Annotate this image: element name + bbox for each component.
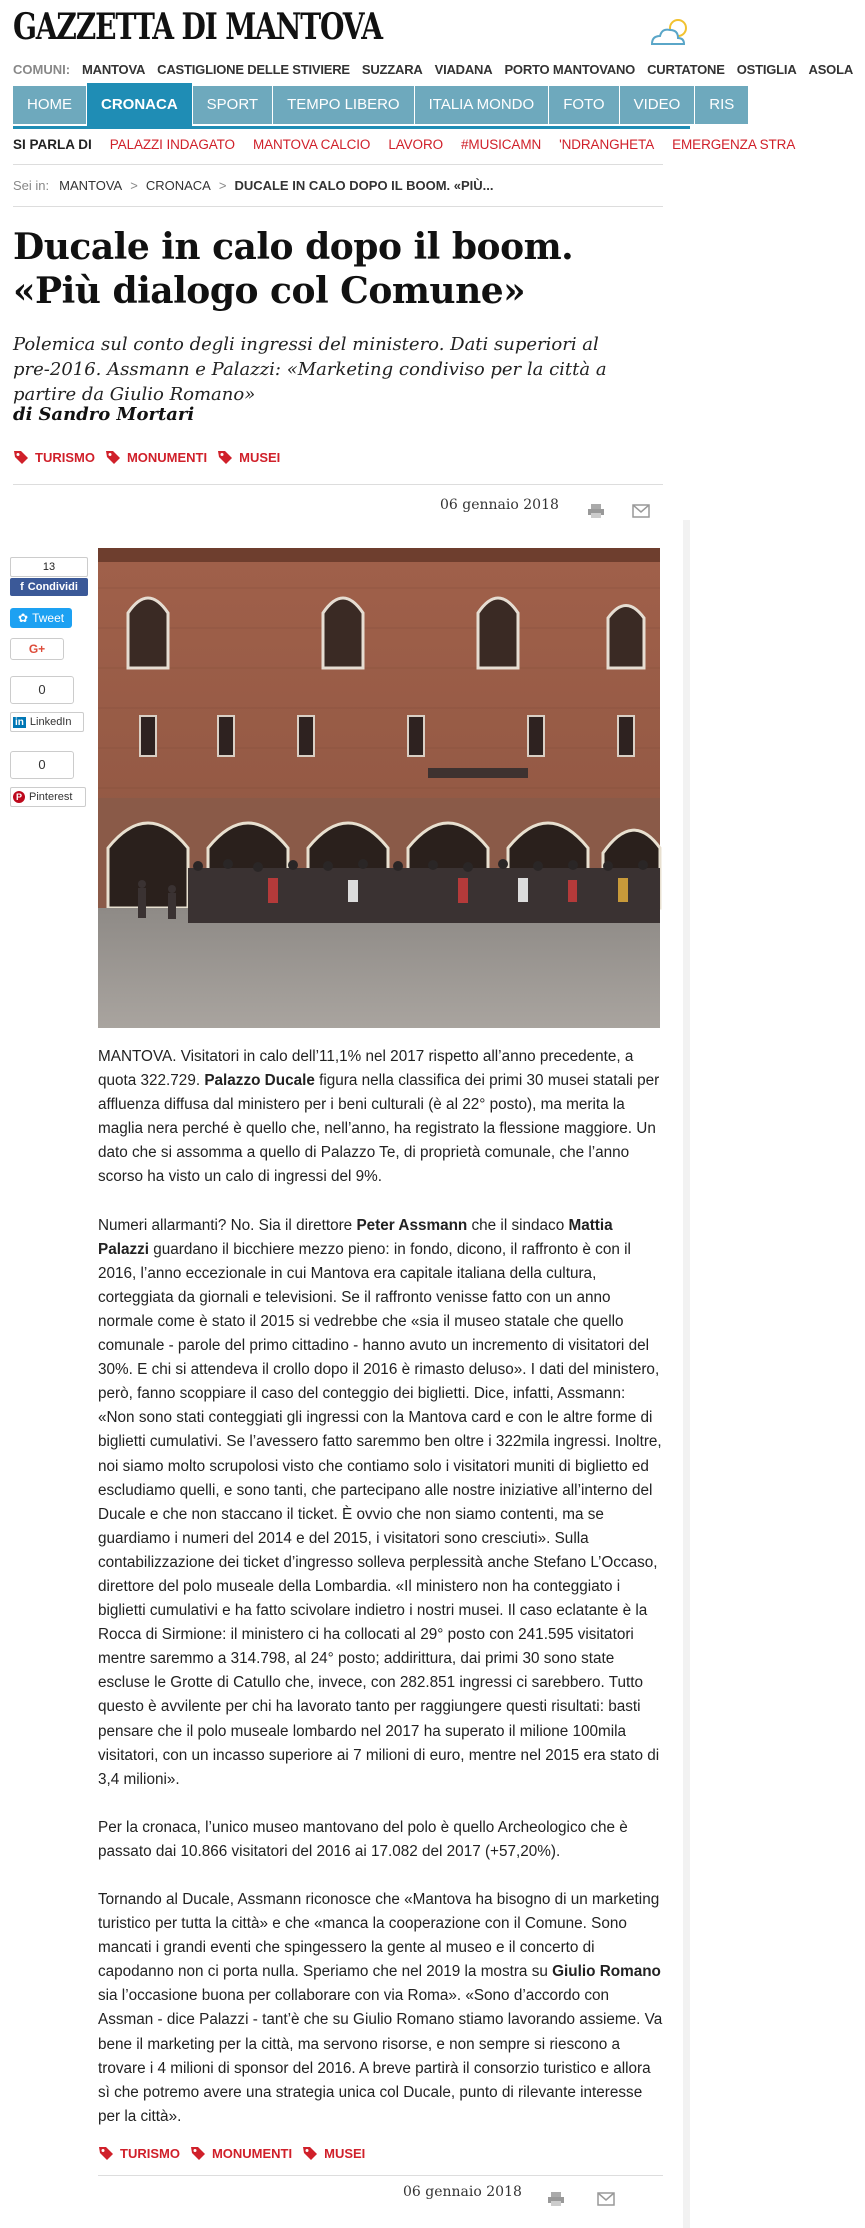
trending-tag[interactable]: PALAZZI INDAGATO <box>109 137 235 152</box>
google-plus-button[interactable]: G+ <box>10 638 64 660</box>
facebook-share-label: Condividi <box>27 581 78 593</box>
facebook-icon: f <box>20 581 24 593</box>
breadcrumb-item[interactable]: MANTOVA <box>59 178 123 193</box>
tab-risultati[interactable]: RIS <box>695 86 748 124</box>
tab-tempo-libero[interactable]: TEMPO LIBERO <box>273 86 414 124</box>
breadcrumb-item[interactable]: CRONACA <box>145 178 211 193</box>
article-photo[interactable] <box>98 548 660 1028</box>
twitter-share-button[interactable] <box>10 608 72 628</box>
tag-link[interactable] <box>13 449 95 465</box>
paragraph-text: Numeri allarmanti? No. Sia il direttore <box>98 1216 357 1234</box>
comune-link[interactable]: MANTOVA <box>82 62 146 77</box>
pinterest-share-label: Pinterest <box>29 791 73 803</box>
tab-sport[interactable]: SPORT <box>193 86 272 124</box>
tab-video[interactable]: VIDEO <box>620 86 695 124</box>
main-nav <box>13 86 735 126</box>
paragraph-text: che il sindaco <box>467 1216 569 1234</box>
breadcrumb-label: Sei in: <box>13 178 50 193</box>
author-name[interactable]: Sandro Mortari <box>38 404 195 425</box>
tag-label: TURISMO <box>120 2145 180 2161</box>
article-author <box>13 404 194 425</box>
author-prefix: di <box>13 404 33 425</box>
trending-tag[interactable]: #MUSICAMN <box>461 137 542 152</box>
breadcrumb-current: DUCALE IN CALO DOPO IL BOOM. «PIÙ... <box>234 178 494 193</box>
tab-home[interactable]: HOME <box>13 86 86 124</box>
pinterest-share-button[interactable] <box>10 787 86 807</box>
tab-foto[interactable]: FOTO <box>549 86 618 124</box>
pinterest-count: 0 <box>10 751 74 779</box>
article-date: 06 gennaio 2018 <box>440 497 559 513</box>
article-paragraph <box>98 1888 663 2129</box>
trending-tag[interactable]: LAVORO <box>388 137 444 152</box>
trending-tag[interactable]: EMERGENZA STRA <box>672 137 796 152</box>
article-title: Ducale in calo dopo il boom. «Più dialogo col Comune» <box>13 226 574 312</box>
article-paragraph <box>98 1816 663 1864</box>
article-paragraph <box>98 1045 663 1190</box>
bold-name: Peter Assmann <box>356 1216 468 1234</box>
article-date-bottom: 06 gennaio 2018 <box>403 2184 522 2200</box>
weather-partly-cloudy-icon[interactable] <box>648 10 690 50</box>
tag-icon <box>217 449 233 465</box>
linkedin-icon: in <box>15 716 24 728</box>
comune-link[interactable]: PORTO MANTOVANO <box>504 62 636 77</box>
linkedin-share-button[interactable] <box>10 712 84 732</box>
linkedin-share-label: LinkedIn <box>29 716 72 728</box>
article-tags-top <box>13 449 280 465</box>
paragraph-text: figura nella classifica dei primi 30 musei statali per affluenza diffusa dal ministero per i beni culturali (è al 22° posto), ma merita la maglia nera perché è quello che, nell’anno, ha registrato la flessione maggiore. Un dato che si assomma a quello di Palazzo Te, di proprietà comunale, che l’anno scorso ha visto un calo di ingressi del 9%. <box>98 1072 660 1186</box>
tag-label: MONUMENTI <box>126 449 208 465</box>
tag-link[interactable] <box>302 2145 365 2161</box>
tag-label: MUSEI <box>239 449 281 465</box>
paragraph-text: MANTOVA. Visitatori in calo dell’11,1% nel 2017 rispetto all’anno precedente, a quota 322.729. <box>98 1048 634 1090</box>
comuni-bar <box>13 62 865 77</box>
tag-icon <box>190 2145 206 2161</box>
comune-link[interactable]: VIADANA <box>434 62 493 77</box>
facebook-share[interactable] <box>10 557 88 596</box>
paragraph-text: sia l’occasione buona per collaborare con via Roma». «Sono d’accordo con Assman - dice Palazzi - tant’è che su Giulio Romano stiamo lavorando assieme. Va bene il marketing per la città, ma servono risorse, e non sempre si riescono a trovare i 4 milioni di sponsor del 2016. A breve partirà il consorzio turistico e allora sì che potremo avere una strategia unica col Ducale, punto di rilevante interesse per la città». <box>98 1987 663 2125</box>
divider <box>98 2175 663 2176</box>
breadcrumb <box>13 178 494 193</box>
si-parla-di-bar <box>13 137 813 152</box>
breadcrumb-separator: > <box>130 178 138 193</box>
palazzo-ducale-photo <box>98 548 660 1028</box>
nav-underline <box>13 126 690 129</box>
article-body <box>98 1045 663 2153</box>
paragraph-text: Tornando al Ducale, Assmann riconosce che «Mantova ha bisogno di un marketing turistico per tutta la città» e che «manca la cooperazione con il Comune. Sono mancati i grandi eventi che spingessero la gente al museo e il concerto di capodanno non ci porta nulla. Speriamo che nel 2019 la mostra su <box>98 1891 660 1981</box>
paragraph-text: guardano il bicchiere mezzo pieno: in fondo, dicono, il raffronto è con il 2016, l’anno eccezionale in cui Mantova era capitale italiana della cultura, corteggiata da giornali e televisioni. Se il raffronto venisse fatto con un anno normale come è stato il 2015 si vedrebbe che «sia il museo statale che quello comunale - parole del primo cittadino - hanno avuto un incremento di visitatori del 30%. E chi si attendeva il crollo dopo il 2016 è rimasto deluso». I dati del ministero, però, fanno scoppiare il caso del conteggio dei biglietti. Dice, infatti, Assmann: «Non sono stati conteggiati gli ingressi con la Mantova card e con le altre forme di biglietti cumulativi. Se l’avessero fatto saremmo ben oltre i 322mila ingressi. Inoltre, noi siamo molto scrupolosi visto che contiamo solo i visitatori muniti di biglietto ed escludiamo quelli, e sono tanti, che partecipano alle nostre iniziative all’interno del Ducale e che non staccano il ticket. È ovvio che non siamo contenti, ma se guardiamo i numeri del 2014 e del 2015, i visitatori sono cresciuti». Sulla contabilizzazione dei ticket d’ingresso solleva perplessità anche Stefano L’Occaso, direttore del polo museale della Lombardia. «Il ministero non ha conteggiato i biglietti cumulativi e ha fatto scivolare indietro i nostri musei. Il caso eclatante è la Rocca di Sirmione: il ministero ci ha collocati al 29° posto con 241.595 visitatori mentre saremmo a 314.798, al 24° posto; addirittura, dai primi 30 sono state escluse le Grotte di Catullo che, invece, con 282.851 ingressi ci sarebbero. Tutto questo è avvilente per chi ha lavorato tanto per raggiungere questi risultati: basti pensare che il polo museale lombardo nel 2017 ha superato il milione 100mila visitatori, con un incasso superiore ai 7 milioni di euro, mentre nel 2015 era stato di 3,4 milioni». <box>98 1240 662 1788</box>
tag-link[interactable] <box>98 2145 180 2161</box>
tag-icon <box>302 2145 318 2161</box>
twitter-icon: ✿ <box>18 611 29 625</box>
comune-link[interactable]: CASTIGLIONE DELLE STIVIERE <box>157 62 350 77</box>
paragraph-text: Per la cronaca, l’unico museo mantovano del polo è quello Archeologico che è passato dai 10.866 visitatori del 2016 ai 17.082 del 2017 (+57,20%). <box>98 1818 628 1860</box>
facebook-share-button[interactable] <box>10 578 88 596</box>
tag-icon <box>13 449 29 465</box>
comune-link[interactable]: OSTIGLIA <box>736 62 797 77</box>
tag-icon <box>105 449 121 465</box>
linkedin-count: 0 <box>10 676 74 704</box>
tag-label: TURISMO <box>35 449 95 465</box>
print-icon[interactable] <box>583 500 609 522</box>
trending-tag[interactable]: MANTOVA CALCIO <box>252 137 371 152</box>
bold-name: Palazzo Ducale <box>204 1072 315 1090</box>
comune-link[interactable]: CURTATONE <box>647 62 725 77</box>
comuni-label: COMUNI: <box>13 62 71 77</box>
tag-label: MUSEI <box>324 2145 366 2161</box>
divider <box>13 484 663 485</box>
facebook-count: 13 <box>10 557 88 577</box>
email-icon[interactable] <box>593 2188 619 2210</box>
right-rail <box>683 520 690 2228</box>
tag-icon <box>98 2145 114 2161</box>
tab-italia-mondo[interactable]: ITALIA MONDO <box>415 86 549 124</box>
divider <box>13 164 663 165</box>
bold-name: Mattia Palazzi <box>98 1216 613 1258</box>
twitter-share-label: Tweet <box>32 611 65 625</box>
article-tags-bottom <box>98 2145 365 2161</box>
email-icon[interactable] <box>628 500 654 522</box>
divider <box>13 206 663 207</box>
article-paragraph <box>98 1214 663 1792</box>
tag-link[interactable] <box>190 2145 292 2161</box>
article-subtitle: Polemica sul conto degli ingressi del ministero. Dati superiori al pre-2016. Assmann e Palazzi: «Marketing condiviso per la città a partire da Giulio Romano» <box>13 334 607 405</box>
bold-name: Giulio Romano <box>552 1963 661 1981</box>
comune-link[interactable]: SUZZARA <box>361 62 423 77</box>
pinterest-icon: P <box>13 791 25 803</box>
comune-link[interactable]: ASOLA <box>808 62 854 77</box>
tag-link[interactable] <box>217 449 280 465</box>
trending-tag[interactable]: 'NDRANGHETA <box>559 137 655 152</box>
tag-label: MONUMENTI <box>211 2145 293 2161</box>
si-parla-di-label: SI PARLA DI <box>13 137 92 152</box>
breadcrumb-separator: > <box>218 178 227 193</box>
print-icon[interactable] <box>543 2188 569 2210</box>
site-logo[interactable]: GAZZETTA DI MANTOVA <box>13 6 382 48</box>
tag-link[interactable] <box>105 449 207 465</box>
tab-cronaca[interactable]: CRONACA <box>87 83 192 127</box>
